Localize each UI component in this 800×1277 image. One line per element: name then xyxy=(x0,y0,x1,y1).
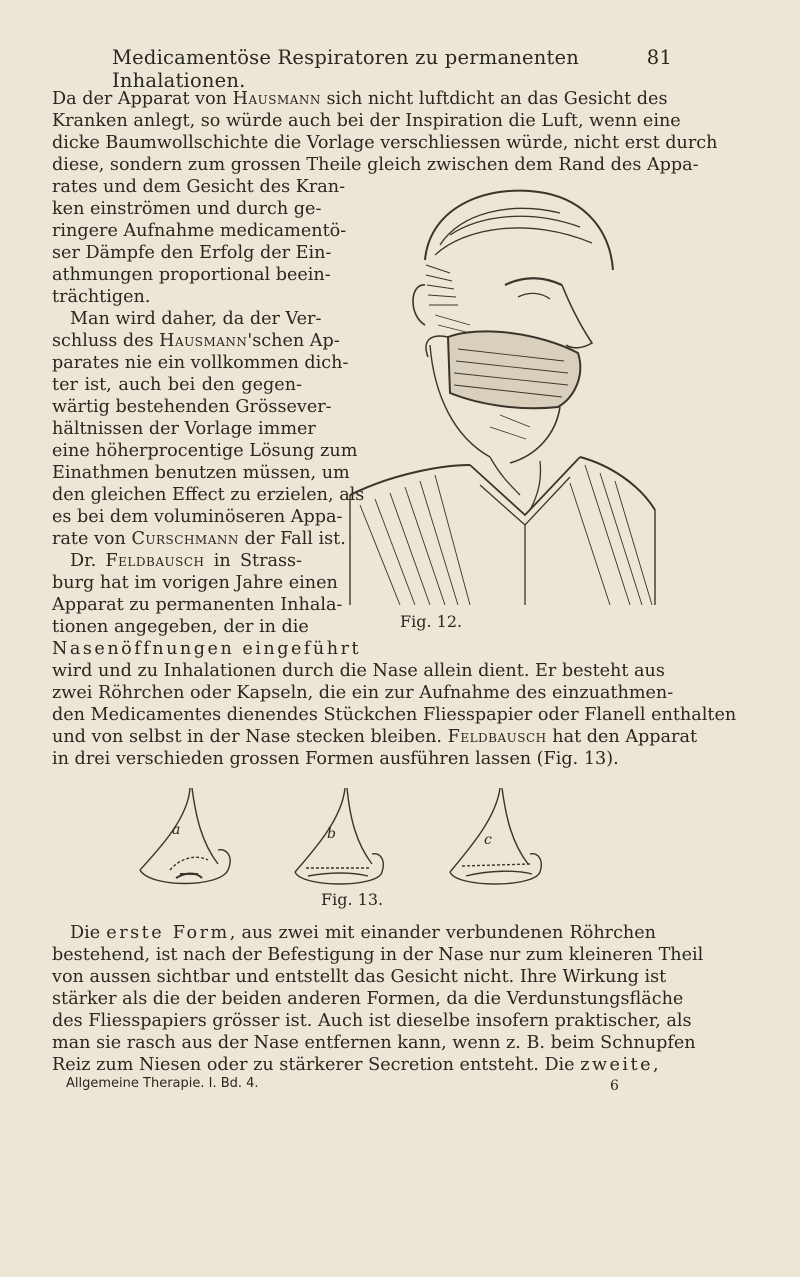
nasal-tube-form-b xyxy=(295,788,383,884)
text-line-32: Die erste Form, aus zwei mit einander verbundenen Röhrchen xyxy=(70,923,656,943)
text-line-33: bestehend, ist nach der Befestigung in der Nase nur zum kleineren Theil xyxy=(52,945,704,965)
nasal-tube-form-a xyxy=(140,788,230,884)
text-line-17: eine höherprocentige Lösung zum xyxy=(52,441,358,461)
figure-13-label-c: c xyxy=(484,832,492,848)
text-line-8: ser Dämpfe den Erfolg der Ein- xyxy=(52,243,332,263)
text-line-2: Kranken anlegt, so würde auch bei der Inspiration die Luft, wenn eine xyxy=(52,111,681,131)
text-line-12: schluss des Hausmann'schen Ap- xyxy=(52,331,340,351)
footer-sheet-number: 6 xyxy=(610,1078,619,1094)
text-line-29: den Medicamentes dienendes Stückchen Fliesspapier oder Flanell enthalten xyxy=(52,705,737,725)
text-line-11: Man wird daher, da der Ver- xyxy=(70,309,322,329)
text-line-35: stärker als die der beiden anderen Formen, da die Verdunstungsfläche xyxy=(52,989,684,1009)
text-line-36: des Fliesspapiers grösser ist. Auch ist dieselbe insofern praktischer, als xyxy=(52,1011,692,1031)
text-line-22: Dr. Feldbausch in Strass- xyxy=(70,551,302,571)
nasal-tube-form-c xyxy=(450,788,541,884)
text-line-26: Nasenöffnungen eingeführt xyxy=(52,639,362,659)
text-line-4: diese, sondern zum grossen Theile gleich zwischen dem Rand des Appa- xyxy=(52,155,699,175)
text-line-28: zwei Röhrchen oder Kapseln, die ein zur Aufnahme des einzuathmen- xyxy=(52,683,674,703)
figure-13-label-a: a xyxy=(172,822,181,838)
text-line-5: rates und dem Gesicht des Kran- xyxy=(52,177,346,197)
text-line-13: parates nie ein vollkommen dich- xyxy=(52,353,349,373)
page-number: 81 xyxy=(646,46,672,69)
text-line-15: wärtig bestehenden Grössever- xyxy=(52,397,332,417)
figure-12-illustration xyxy=(330,165,660,605)
text-line-6: ken einströmen und durch ge- xyxy=(52,199,322,219)
text-line-25: tionen angegeben, der in die xyxy=(52,617,309,637)
text-line-16: hältnissen der Vorlage immer xyxy=(52,419,316,439)
text-line-37: man sie rasch aus der Nase entfernen kann, wenn z. B. beim Schnupfen xyxy=(52,1033,696,1053)
text-line-9: athmungen proportional beein- xyxy=(52,265,331,285)
text-line-21: rate von Curschmann der Fall ist. xyxy=(52,529,346,549)
text-line-1: Da der Apparat von Hausmann sich nicht luftdicht an das Gesicht des xyxy=(52,89,668,109)
text-line-23: burg hat im vorigen Jahre einen xyxy=(52,573,338,593)
figure-13-caption: Fig. 13. xyxy=(321,890,384,909)
footer-signature: Allgemeine Therapie. I. Bd. 4. xyxy=(66,1076,259,1091)
text-line-27: wird und zu Inhalationen durch die Nase allein dient. Er besteht aus xyxy=(52,661,665,681)
text-line-20: es bei dem voluminöseren Appa- xyxy=(52,507,343,527)
text-line-30: und von selbst in der Nase stecken bleiben. Feldbausch hat den Apparat xyxy=(52,727,698,747)
text-line-19: den gleichen Effect zu erzielen, als xyxy=(52,485,365,505)
text-line-7: ringere Aufnahme medicamentö- xyxy=(52,221,347,241)
text-line-24: Apparat zu permanenten Inhala- xyxy=(52,595,343,615)
figure-13-illustration xyxy=(130,788,570,890)
head-engraving xyxy=(350,191,655,605)
running-head-title: Medicamentöse Respiratoren zu permanenten Inhalationen. xyxy=(112,46,580,92)
text-line-14: ter ist, auch bei den gegen- xyxy=(52,375,302,395)
figure-13-label-b: b xyxy=(327,826,336,842)
text-line-10: trächtigen. xyxy=(52,287,151,307)
text-line-3: dicke Baumwollschichte die Vorlage verschliessen würde, nicht erst durch xyxy=(52,133,718,153)
figure-12-caption: Fig. 12. xyxy=(400,612,463,631)
text-line-18: Einathmen benutzen müssen, um xyxy=(52,463,350,483)
text-line-31: in drei verschieden grossen Formen ausführen lassen (Fig. 13). xyxy=(52,749,619,769)
text-line-38: Reiz zum Niesen oder zu stärkerer Secretion entsteht. Die zweite, xyxy=(52,1055,659,1075)
text-line-34: von aussen sichtbar und entstellt das Gesicht nicht. Ihre Wirkung ist xyxy=(52,967,667,987)
